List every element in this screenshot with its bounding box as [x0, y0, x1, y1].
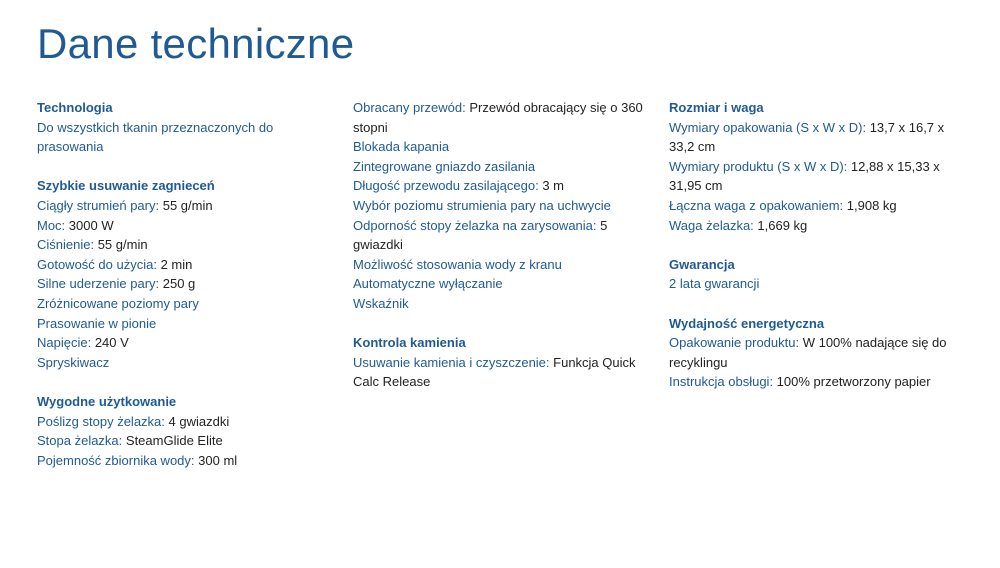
spec-item: [353, 255, 648, 275]
spec-item: [37, 118, 312, 157]
spec-item: [37, 235, 312, 255]
section-heading: Wygodne użytkowanie: [37, 393, 177, 409]
spec-item: [353, 294, 648, 314]
spec-label: Obracany przewód:: [353, 100, 466, 115]
spec-column-1: [37, 98, 312, 490]
spec-item: [37, 294, 312, 314]
section-przewod: [353, 98, 648, 314]
spec-item: [37, 216, 312, 236]
spec-item: [669, 196, 969, 216]
spec-value: 1,908 kg: [843, 197, 897, 213]
spec-label: Waga żelazka:: [669, 217, 754, 233]
spec-label: Spryskiwacz: [37, 354, 110, 370]
spec-label: Gotowość do użycia:: [37, 256, 157, 272]
spec-label: Blokada kapania: [353, 139, 450, 155]
spec-value: 300 ml: [194, 452, 238, 468]
spec-label: Możliwość stosowania wody z kranu: [353, 256, 562, 272]
spec-value: Funkcja Quick Calc Release: [353, 354, 636, 390]
spec-label: Instrukcja obsługi:: [669, 374, 774, 390]
spec-item: [669, 333, 969, 372]
spec-item: [37, 274, 312, 294]
spec-column-2: [353, 98, 648, 412]
section-heading: Wydajność energetyczna: [669, 315, 825, 331]
spec-item: [669, 216, 969, 236]
spec-label: Do wszystkich tkanin przeznaczonych do prasowania: [37, 119, 274, 155]
spec-item: [669, 274, 969, 294]
spec-item: [37, 314, 312, 334]
spec-value: 250 g: [159, 276, 196, 292]
spec-label: Pojemność zbiornika wody:: [37, 452, 195, 468]
spec-value: 2 min: [156, 256, 193, 272]
section-heading: Szybkie usuwanie zagnieceń: [37, 178, 215, 194]
spec-item: [353, 196, 648, 216]
spec-value: 5 gwiazdki: [353, 217, 608, 253]
section-wygodne-uzytkowanie: [37, 392, 312, 470]
section-heading: Technologia: [37, 100, 113, 115]
section-technologia: [37, 98, 312, 157]
spec-item: [37, 196, 312, 216]
spec-item: [353, 274, 648, 294]
section-heading: Rozmiar i waga: [669, 100, 764, 115]
spec-label: Długość przewodu zasilającego:: [353, 178, 539, 194]
section-gwarancja: [669, 255, 969, 294]
spec-label: Wymiary produktu (S x W x D):: [669, 158, 848, 174]
spec-value: 100% przetworzony papier: [773, 374, 931, 390]
spec-item: [37, 353, 312, 373]
spec-label: Poślizg stopy żelazka:: [37, 413, 165, 429]
spec-column-3: [669, 98, 969, 412]
spec-value: 4 gwiazdki: [164, 413, 230, 429]
spec-label: Moc:: [37, 217, 66, 233]
spec-item: [37, 333, 312, 353]
spec-label: Opakowanie produktu:: [669, 335, 800, 351]
spec-label: Łączna waga z opakowaniem:: [669, 197, 844, 213]
spec-value: 55 g/min: [159, 197, 213, 213]
spec-value: 3 m: [538, 178, 565, 194]
spec-label: Automatyczne wyłączanie: [353, 276, 503, 292]
spec-value: 1,669 kg: [753, 217, 808, 233]
spec-label: Zintegrowane gniazdo zasilania: [353, 158, 536, 174]
spec-item: [37, 431, 312, 451]
section-szybkie-usuwanie: [37, 176, 312, 372]
section-heading: Gwarancja: [669, 256, 735, 272]
spec-item: [37, 412, 312, 432]
spec-label: Zróżnicowane poziomy pary: [37, 295, 199, 311]
spec-item: [669, 118, 969, 157]
spec-item: [353, 157, 648, 177]
spec-item: [37, 451, 312, 471]
spec-item: [353, 176, 648, 196]
spec-value: Przewód obracający się o 360 stopni: [353, 100, 643, 135]
spec-label: Wskaźnik: [353, 295, 409, 311]
spec-label: Wybór poziomu strumienia pary na uchwycie: [353, 197, 611, 213]
spec-value: W 100% nadające się do recyklingu: [669, 335, 947, 370]
spec-item: [353, 216, 648, 255]
section-heading: Kontrola kamienia: [353, 335, 466, 351]
spec-label: Stopa żelazka:: [37, 433, 123, 449]
spec-value: 240 V: [91, 335, 129, 351]
spec-item: [353, 98, 648, 137]
spec-label: Ciągły strumień pary:: [37, 197, 160, 213]
spec-label: Usuwanie kamienia i czyszczenie:: [353, 354, 550, 370]
section-rozmiar-i-waga: [669, 98, 969, 235]
spec-item: [669, 157, 969, 196]
spec-item: [353, 353, 648, 392]
spec-label: Napięcie:: [37, 335, 92, 351]
spec-value: 55 g/min: [94, 237, 148, 253]
page-title: Dane techniczne: [37, 20, 355, 67]
spec-value: 12,88 x 15,33 x 31,95 cm: [669, 158, 940, 194]
spec-label: Odporność stopy żelazka na zarysowania:: [353, 217, 597, 233]
section-wydajnosc-energetyczna: [669, 314, 969, 392]
spec-item: [353, 137, 648, 157]
spec-value: SteamGlide Elite: [122, 433, 223, 449]
spec-label: Wymiary opakowania (S x W x D):: [669, 119, 867, 135]
spec-label: 2 lata gwarancji: [669, 276, 760, 292]
spec-item: [37, 255, 312, 275]
section-kontrola-kamienia: [353, 333, 648, 392]
spec-value: 13,7 x 16,7 x 33,2 cm: [669, 119, 945, 155]
spec-label: Silne uderzenie pary:: [37, 276, 160, 292]
spec-value: 3000 W: [65, 217, 114, 233]
spec-label: Prasowanie w pionie: [37, 315, 157, 331]
spec-item: [669, 372, 969, 392]
spec-label: Ciśnienie:: [37, 237, 95, 253]
